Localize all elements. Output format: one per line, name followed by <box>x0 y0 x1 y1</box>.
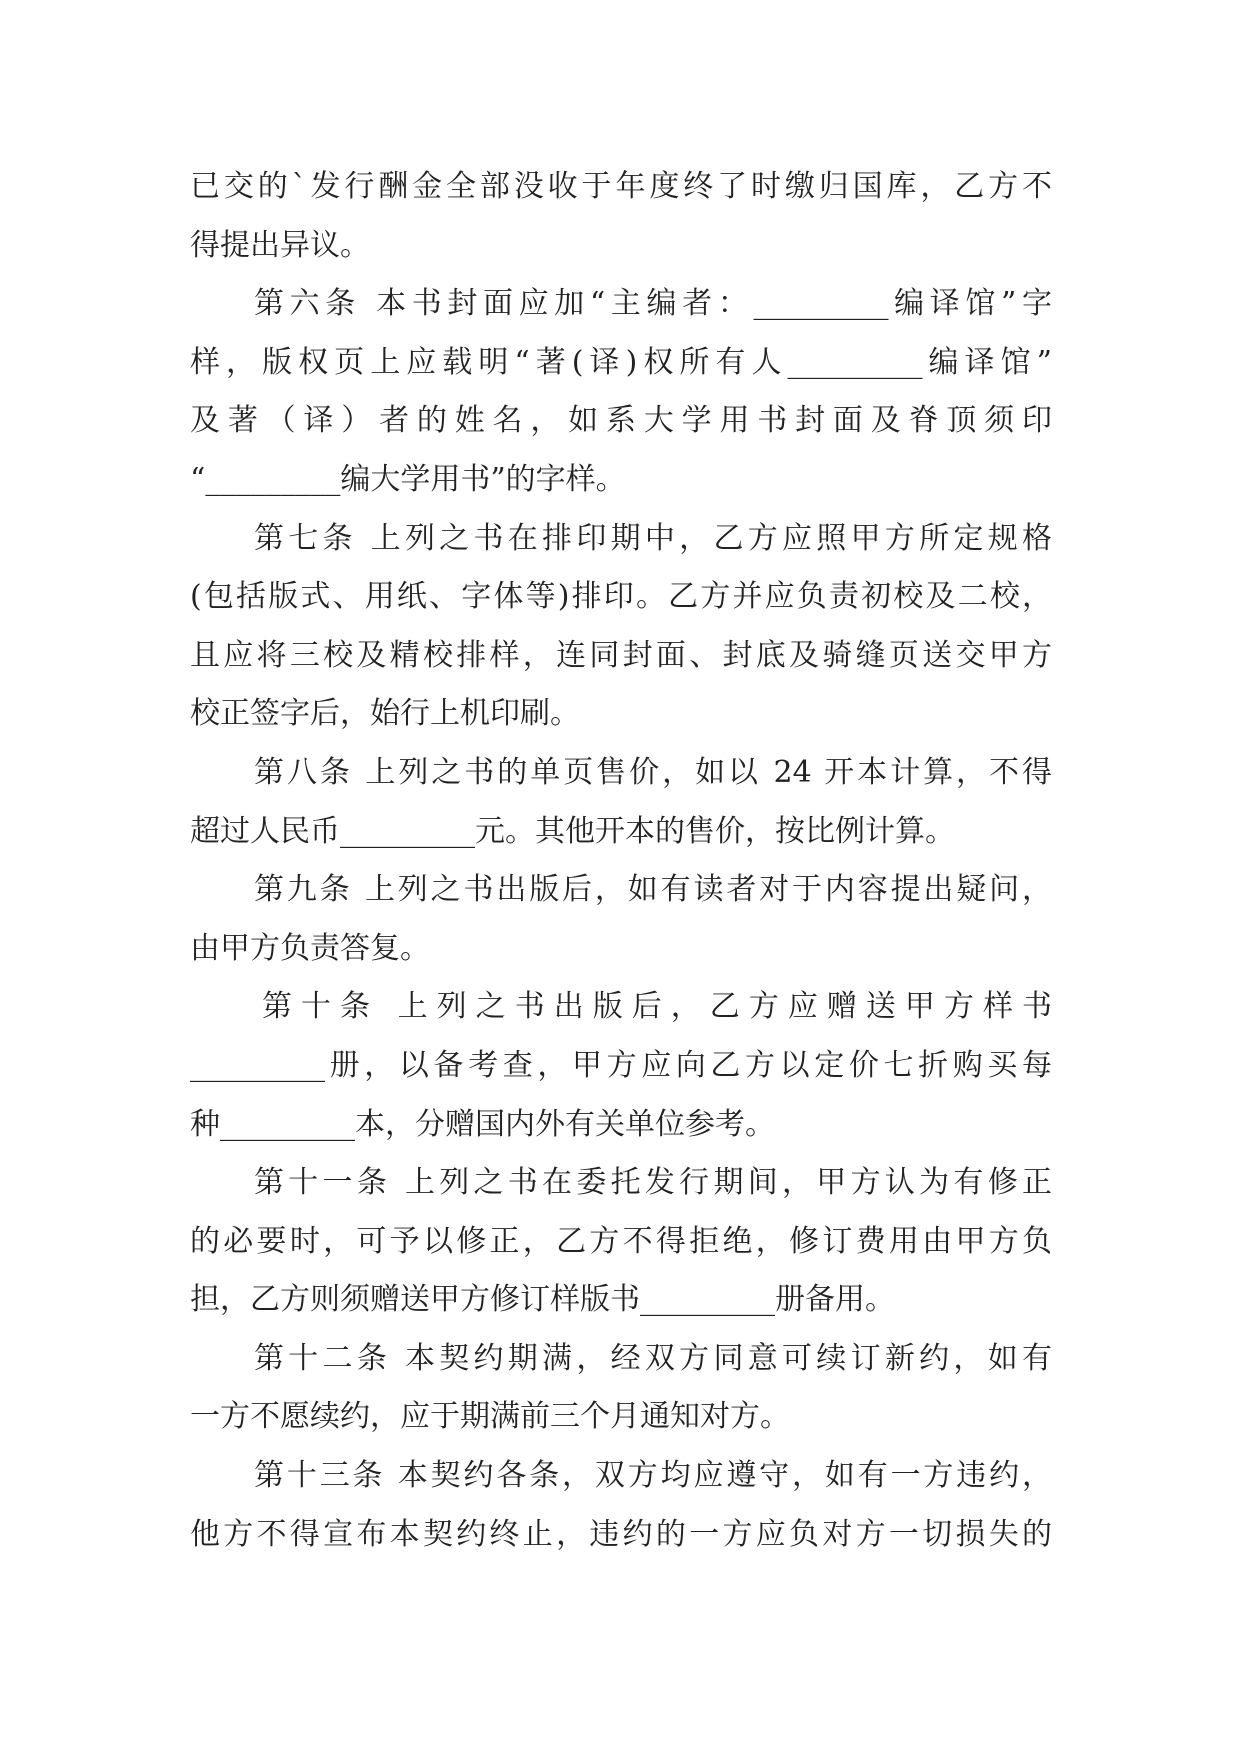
article-7-line: 第七条 上列之书在排印期中，乙方应照甲方所定规格 <box>254 520 1052 556</box>
text-line: 得提出异议。 <box>190 227 370 263</box>
contract-text <box>190 158 1052 1564</box>
article-6-line: 第六条 本书封面应加“主编者：_________编译馆”字 <box>254 286 1052 322</box>
text-line: 种_________本，分赠国内外有关单位参考。 <box>190 1106 775 1142</box>
article-12-line: 第十二条 本契约期满，经双方同意可续订新约，如有 <box>254 1340 1052 1376</box>
text-line: 他方不得宣布本契约终止，违约的一方应负对方一切损失的 <box>190 1516 1052 1552</box>
text-line: 由甲方负责答复。 <box>190 930 430 966</box>
article-8-line: 第八条 上列之书的单页售价，如以 24 开本计算，不得 <box>254 754 1052 790</box>
text-line: 一方不愿续约，应于期满前三个月通知对方。 <box>190 1399 790 1435</box>
text-line: 校正签字后，始行上机印刷。 <box>190 696 580 732</box>
text-line: 且应将三校及精校排样，连同封面、封底及骑缝页送交甲方 <box>190 637 1052 673</box>
text-line: _________册，以备考查，甲方应向乙方以定价七折购买每 <box>190 1047 1052 1083</box>
article-13-line: 第十三条 本契约各条，双方均应遵守，如有一方违约， <box>254 1458 1052 1494</box>
article-11-line: 第十一条 上列之书在委托发行期间，甲方认为有修正 <box>254 1165 1052 1201</box>
text-line: “_________编大学用书”的字样。 <box>190 461 626 497</box>
article-10-line: 第十条 上列之书出版后，乙方应赠送甲方样书 <box>262 989 1052 1025</box>
text-line: 担，乙方则须赠送甲方修订样版书_________册备用。 <box>190 1282 895 1318</box>
text-line: 已交的`发行酬金全部没收于年度终了时缴归国库，乙方不 <box>190 169 1052 204</box>
article-9-line: 第九条 上列之书出版后，如有读者对于内容提出疑问， <box>254 872 1052 908</box>
text-line: 超过人民币_________元。其他开本的售价，按比例计算。 <box>190 813 955 849</box>
text-line: 样，版权页上应载明“著(译)权所有人_________编译馆” <box>190 344 1052 380</box>
text-line: 及著（译）者的姓名，如系大学用书封面及脊顶须印 <box>190 403 1052 439</box>
text-line: (包括版式、用纸、字体等)排印。乙方并应负责初校及二校， <box>190 579 1052 615</box>
text-line: 的必要时，可予以修正，乙方不得拒绝，修订费用由甲方负 <box>190 1223 1052 1259</box>
